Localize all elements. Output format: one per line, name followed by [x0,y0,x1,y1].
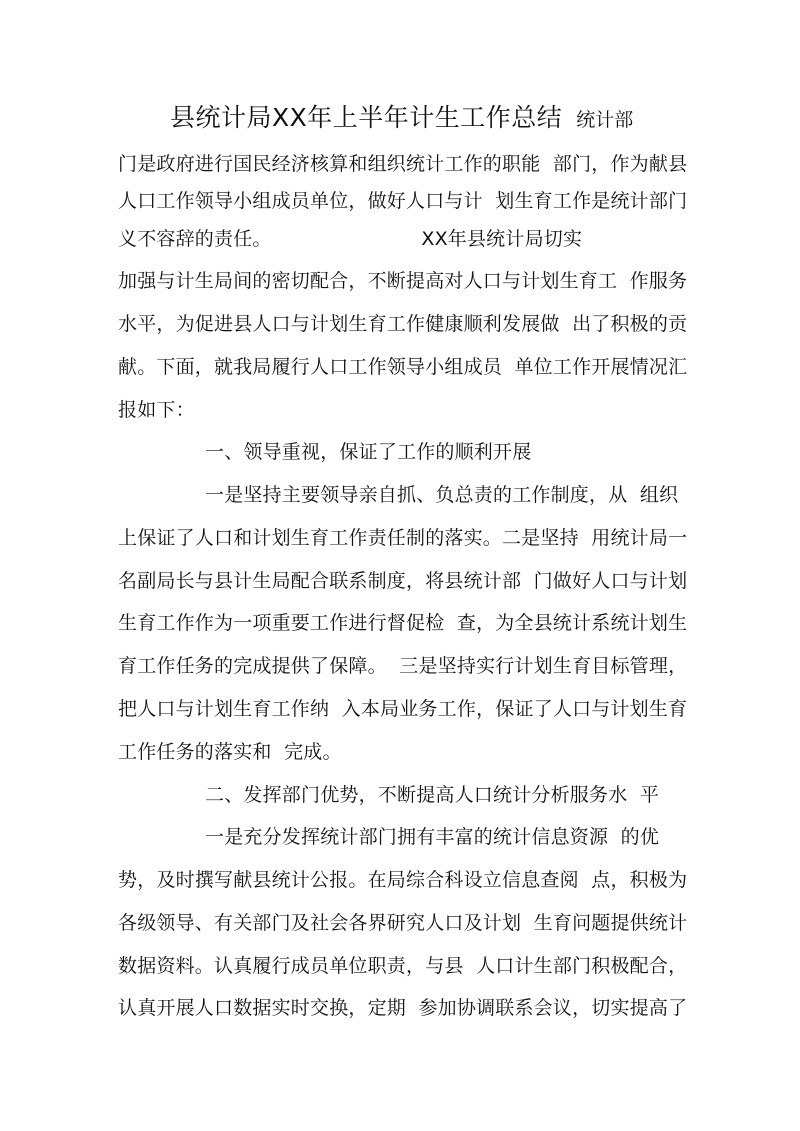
section-1-heading: 一、领导重视，保证了工作的顺利开展 [205,441,532,463]
section-2-line-5: 认真开展人口数据实时交换，定期 参加协调联系会议，切实提高了 [118,997,688,1019]
intro-line-1: 门是政府进行国民经济核算和组织统计工作的职能 部门，作为献县 [118,153,688,175]
intro-line-2: 人口工作领导小组成员单位，做好人口与计 划生育工作是统计部门 [118,190,688,212]
section-1-line-6: 把人口与计划生育工作纳 入本局业务工作，保证了人口与计划生育 [118,698,688,720]
section-1-line-1: 一是坚持主要领导亲自抓、负总责的工作制度，从 组织 [205,484,679,506]
section-1-line-7: 工作任务的落实和 完成。 [118,741,342,763]
document-title-row [170,98,633,134]
document-title-tail: 统计部 [576,109,634,131]
section-2-heading: 二、发挥部门优势，不断提高人口统计分析服务水 平 [205,784,660,806]
intro-line-5: 水平，为促进县人口与计划生育工作健康顺利发展做 出了积极的贡 [118,313,688,335]
section-1-line-5: 育工作任务的完成提供了保障。 三是坚持实行计划生育目标管理， [118,655,688,677]
section-1-line-3: 名副局长与县计生局配合联系制度，将县统计部 门做好人口与计划 [118,570,688,592]
section-1-line-2: 上保证了人口和计划生育工作责任制的落实。二是坚持 用统计局一 [118,527,688,549]
section-2-line-4: 数据资料。认真履行成员单位职责，与县 人口计生部门积极配合， [118,955,688,977]
section-2-line-1: 一是充分发挥统计部门拥有丰富的统计信息资源 的优 [205,826,660,848]
section-2-line-3: 各级领导、有关部门及社会各界研究人口及计划 生育问题提供统计 [118,912,688,934]
document-title: 县统计局XX年上半年计生工作总结 [170,103,563,132]
section-1-line-4: 生育工作作为一项重要工作进行督促检 查，为全县统计系统计划生 [118,612,688,634]
intro-line-6: 献。下面，就我局履行人口工作领导小组成员 单位工作开展情况汇 [118,356,688,378]
section-2-line-2: 势，及时撰写献县统计公报。在局综合科设立信息查阅 点，积极为 [118,869,688,891]
intro-line-7: 报如下： [118,399,195,421]
intro-line-4: 加强与计生局间的密切配合，不断提高对人口与计划生育工 作服务 [118,270,688,292]
intro-line-3: 义不容辞的责任。 XX年县统计局切实 [118,228,583,250]
